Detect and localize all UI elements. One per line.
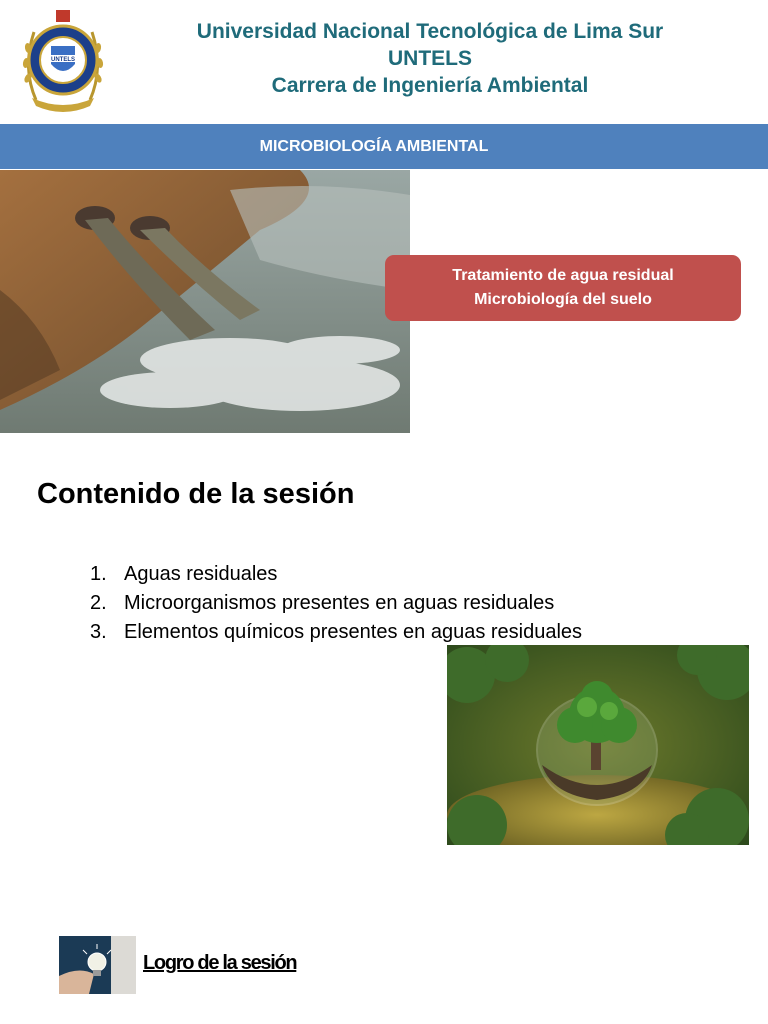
university-logo [18, 8, 108, 116]
list-item: 3. Elementos químicos presentes en aguas residuales [90, 621, 583, 643]
university-name: Universidad Nacional Tecnológica de Lima Sur [196, 20, 664, 43]
header-title-block [120, 18, 740, 99]
wastewater-pipes-photo [0, 170, 410, 433]
course-title: MICROBIOLOGÍA AMBIENTAL [259, 138, 489, 155]
topic-line-2: Microbiología del suelo [474, 291, 652, 308]
university-acronym: UNTELS [388, 47, 472, 70]
session-achievement-link: Logro de la sesión [143, 952, 297, 974]
topic-line-1: Tratamiento de agua residual [452, 267, 674, 284]
tree-globe-photo [447, 645, 749, 845]
course-banner [0, 124, 768, 169]
session-topic-box [385, 255, 741, 321]
list-item: 2. Microorganismos presentes en aguas residuales [90, 592, 555, 614]
svg-text:UNTELS: UNTELS [51, 57, 75, 63]
session-content-title: Contenido de la sesión [37, 478, 355, 510]
session-content-list [90, 560, 582, 647]
career-name: Carrera de Ingeniería Ambiental [271, 74, 589, 97]
lightbulb-idea-photo [59, 936, 136, 994]
list-item: 1. Aguas residuales [90, 563, 278, 585]
